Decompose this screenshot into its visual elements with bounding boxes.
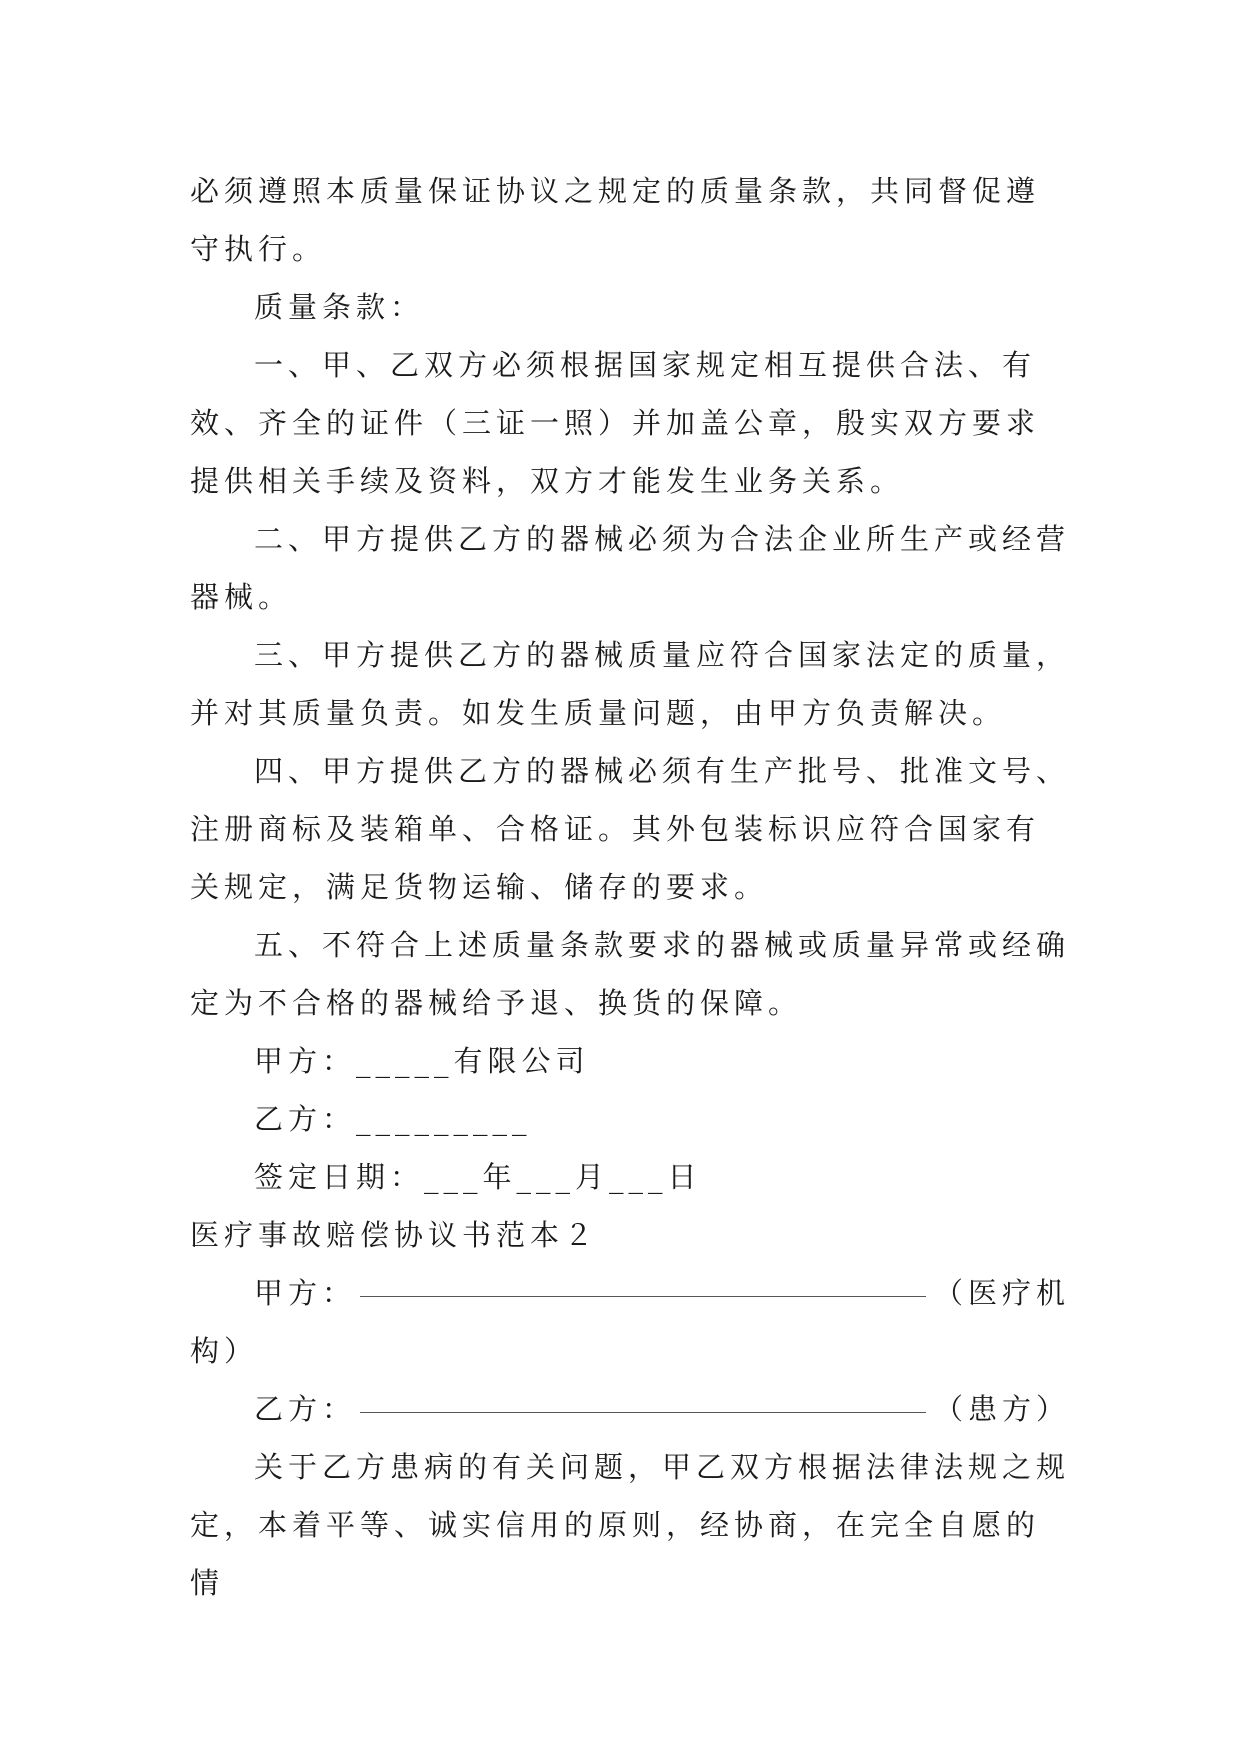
party-a-tail-continuation: 构） xyxy=(190,1334,259,1368)
document-page xyxy=(190,162,1070,1612)
party-b-signature: 乙方：_________ xyxy=(254,1102,532,1136)
paragraph-clause-3: 三、甲方提供乙方的器械质量应符合国家法定的质量，并对其质量负责。如发生质量问题，由甲方负责解决。 xyxy=(190,638,1071,730)
party-a-line xyxy=(190,1264,1070,1322)
paragraph-clause-2: 二、甲方提供乙方的器械必须为合法企业所生产或经营器械。 xyxy=(190,522,1071,614)
paragraph-clause-1: 一、甲、乙双方必须根据国家规定相互提供合法、有效、齐全的证件（三证一照）并加盖公章，殷实双方要求提供相关手续及资料，双方才能发生业务关系。 xyxy=(190,348,1041,498)
paragraph-clause-4: 四、甲方提供乙方的器械必须有生产批号、批准文号、注册商标及装箱单、合格证。其外包装标识应符合国家有关规定，满足货物运输、储存的要求。 xyxy=(190,754,1071,904)
party-a-blank xyxy=(360,1260,926,1297)
party-a-label: 甲方： xyxy=(254,1276,357,1310)
paragraph-continuation: 必须遵照本质量保证协议之规定的质量条款，共同督促遵守执行。 xyxy=(190,174,1041,266)
paragraph-clause-5: 五、不符合上述质量条款要求的器械或质量异常或经确定为不合格的器械给予退、换货的保障。 xyxy=(190,928,1071,1020)
party-b-line xyxy=(190,1380,1070,1438)
party-b-label: 乙方： xyxy=(254,1392,357,1426)
party-b-tail: （患方） xyxy=(933,1392,1070,1426)
party-a-tail: （医疗机 xyxy=(933,1276,1070,1310)
section-heading: 医疗事故赔偿协议书范本２ xyxy=(190,1218,599,1252)
party-a-signature: 甲方：_____有限公司 xyxy=(254,1044,590,1078)
sign-date: 签定日期：___年___月___日 xyxy=(254,1160,702,1194)
paragraph-clause-title: 质量条款： xyxy=(254,290,425,324)
paragraph-agreement-intro: 关于乙方患病的有关问题，甲乙双方根据法律法规之规定，本着平等、诚实信用的原则，经协商，在完全自愿的情 xyxy=(190,1450,1071,1600)
party-b-blank xyxy=(360,1376,926,1413)
